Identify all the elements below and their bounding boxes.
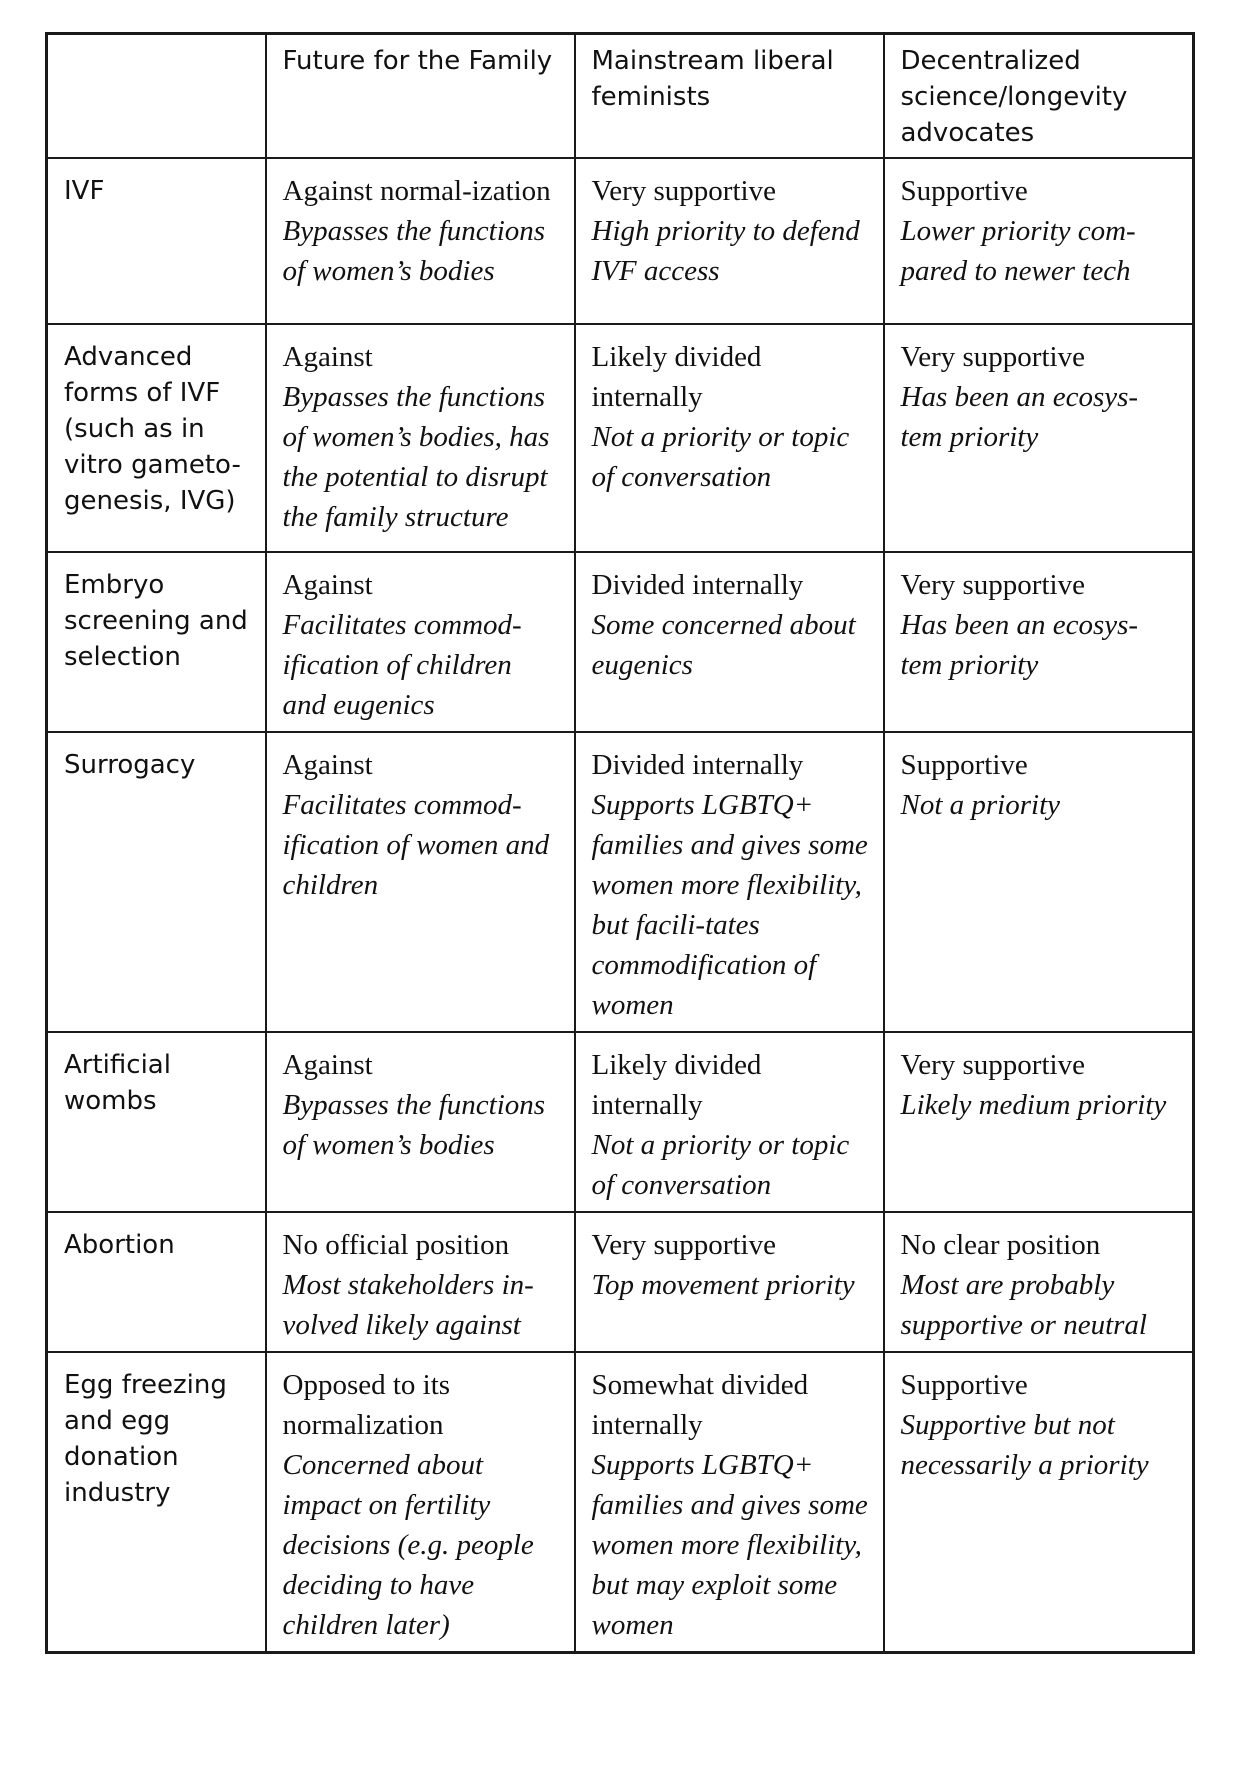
table-cell	[575, 732, 884, 1032]
header-row	[47, 34, 1194, 159]
stance-text: Very supportive	[900, 341, 1085, 373]
table-cell	[884, 324, 1194, 552]
table-cell	[266, 732, 575, 1032]
row-topic: IVF	[47, 158, 266, 324]
table-cell	[575, 1212, 884, 1352]
stance-text: Against normal-ization	[282, 175, 551, 207]
stance-text: Supportive	[900, 175, 1028, 207]
note-text: Most are probably supportive or neutral	[900, 1269, 1147, 1341]
stance-text: Likely divided internally	[591, 1049, 762, 1121]
stance-text: Very supportive	[900, 569, 1085, 601]
header-desci-longevity-advocates: Decentralized science/longevity advocates	[884, 34, 1194, 159]
note-text: Supports LGBTQ+ families and gives some women more flexibility, but facili-tates commodification of women	[591, 789, 868, 1021]
note-text: Likely medium priority	[900, 1089, 1167, 1121]
stance-text: Divided internally	[591, 569, 804, 601]
table-row	[47, 552, 1194, 732]
row-topic: Abortion	[47, 1212, 266, 1352]
stance-text: Opposed to its normalization	[282, 1369, 451, 1441]
note-text: Facilitates commod-ification of children and eugenics	[282, 609, 522, 721]
row-topic: Advanced forms of IVF (such as in vitro gameto-genesis, IVG)	[47, 324, 266, 552]
row-topic: Surrogacy	[47, 732, 266, 1032]
table-cell	[884, 732, 1194, 1032]
table-row	[47, 1032, 1194, 1212]
note-text: High priority to defend IVF access	[591, 215, 860, 287]
note-text: Has been an ecosys-tem priority	[900, 381, 1139, 453]
stance-text: Very supportive	[591, 175, 776, 207]
stance-text: Against	[282, 569, 373, 601]
note-text: Not a priority or topic of conversation	[591, 1129, 850, 1201]
stance-text: Somewhat divided internally	[591, 1369, 809, 1441]
table-cell	[884, 1032, 1194, 1212]
comparison-sheet	[45, 32, 1195, 1654]
stance-text: No clear position	[900, 1229, 1101, 1261]
note-text: Bypasses the functions of women’s bodies	[282, 1089, 546, 1161]
stance-text: Against	[282, 749, 373, 781]
table-cell	[575, 1352, 884, 1653]
table-cell	[884, 1352, 1194, 1653]
note-text: Some concerned about eugenics	[591, 609, 856, 681]
stance-text: No official position	[282, 1229, 510, 1261]
note-text: Lower priority com-pared to newer tech	[900, 215, 1136, 287]
header-future-for-the-family: Future for the Family	[266, 34, 575, 159]
table-row	[47, 324, 1194, 552]
note-text: Supports LGBTQ+ families and gives some women more flexibility, but may exploit some women	[591, 1449, 868, 1641]
stance-text: Against	[282, 341, 373, 373]
table-cell	[884, 158, 1194, 324]
row-topic: Embryo screening and selection	[47, 552, 266, 732]
note-text: Concerned about impact on fertility decisions (e.g. people deciding to have children later)	[282, 1449, 534, 1641]
note-text: Supportive but not necessarily a priority	[900, 1409, 1149, 1481]
table-cell	[884, 552, 1194, 732]
stance-text: Very supportive	[900, 1049, 1085, 1081]
table-cell	[266, 552, 575, 732]
note-text: Not a priority or topic of conversation	[591, 421, 850, 493]
stance-text: Likely divided internally	[591, 341, 762, 413]
note-text: Not a priority	[900, 789, 1061, 821]
table-row	[47, 1352, 1194, 1653]
stance-text: Divided internally	[591, 749, 804, 781]
stance-text: Very supportive	[591, 1229, 776, 1261]
table-cell	[575, 552, 884, 732]
table-row	[47, 732, 1194, 1032]
stance-text: Supportive	[900, 1369, 1028, 1401]
table-cell	[266, 1212, 575, 1352]
table-row	[47, 1212, 1194, 1352]
table-cell	[266, 324, 575, 552]
row-topic: Egg freezing and egg donation industry	[47, 1352, 266, 1653]
note-text: Facilitates commod-ification of women and children	[282, 789, 550, 901]
note-text: Top movement priority	[591, 1269, 855, 1301]
note-text: Has been an ecosys-tem priority	[900, 609, 1139, 681]
table-cell	[266, 158, 575, 324]
note-text: Most stakeholders in-volved likely against	[282, 1269, 534, 1341]
table-cell	[575, 324, 884, 552]
stance-text: Supportive	[900, 749, 1028, 781]
stance-text: Against	[282, 1049, 373, 1081]
table-cell	[884, 1212, 1194, 1352]
stance-comparison-table	[45, 32, 1195, 1654]
table-cell	[266, 1032, 575, 1212]
header-corner-cell	[47, 34, 266, 159]
row-topic: Artificial wombs	[47, 1032, 266, 1212]
table-row	[47, 158, 1194, 324]
header-mainstream-liberal-feminists: Mainstream liberal feminists	[575, 34, 884, 159]
table-cell	[575, 1032, 884, 1212]
table-cell	[575, 158, 884, 324]
note-text: Bypasses the functions of women’s bodies	[282, 215, 546, 287]
note-text: Bypasses the functions of women’s bodies, has the potential to disrupt the family structure	[282, 381, 550, 533]
table-cell	[266, 1352, 575, 1653]
